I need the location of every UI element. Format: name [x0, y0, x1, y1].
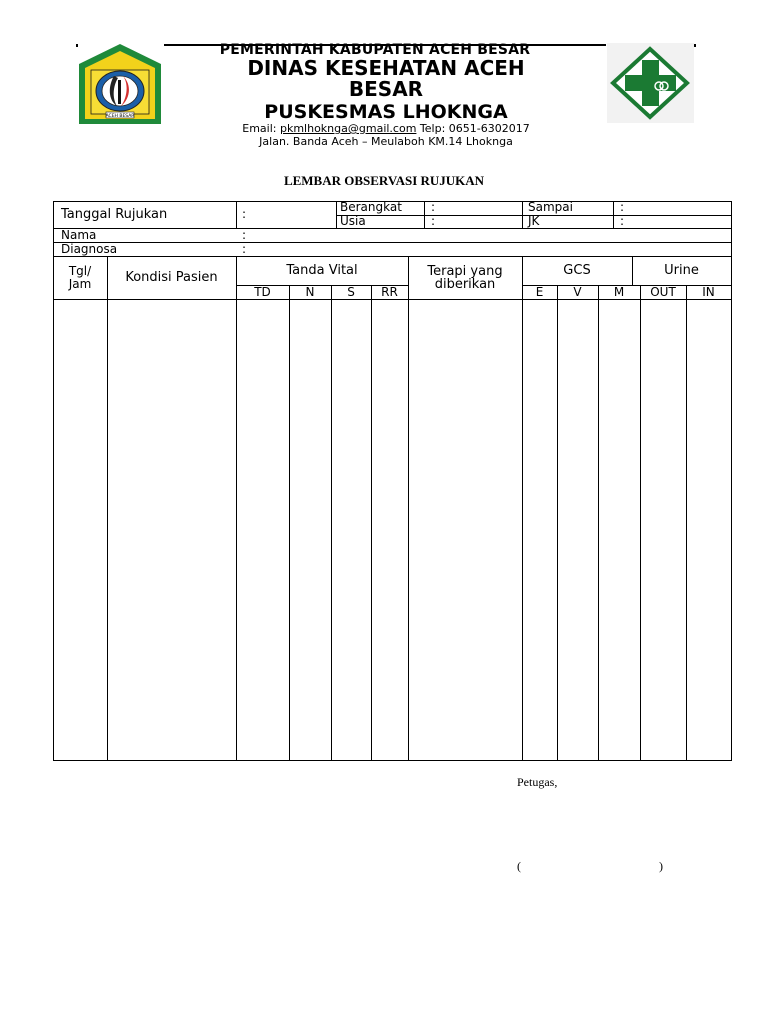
contact-line: [165, 122, 607, 135]
colon-diagnosa: :: [242, 242, 247, 256]
col-line-v: [598, 285, 599, 760]
government-name: PEMERINTAH KABUPATEN ACEH BESAR: [219, 42, 531, 58]
header-tanda-vital: Tanda Vital: [286, 263, 358, 278]
colon-jk: :: [620, 214, 625, 228]
puskesmas-cross-logo-icon: [607, 43, 694, 123]
label-nama: Nama: [61, 228, 97, 242]
header-terapi-line-1: Terapi yang: [427, 264, 503, 279]
header-terapi-line-2: diberikan: [434, 277, 496, 292]
row-line-tanggal: [53, 228, 732, 229]
col-line-info-1: [236, 201, 237, 228]
col-line-s: [371, 285, 372, 760]
colon-sampai: :: [620, 200, 625, 214]
col-line-n: [331, 285, 332, 760]
phone-text: Telp: 0651-6302017: [416, 122, 530, 135]
header-urine: Urine: [664, 263, 699, 278]
header-tgl: Tgl/: [68, 264, 92, 278]
col-line-kondisi: [236, 256, 237, 760]
department-line-1: DINAS KESEHATAN ACEH: [247, 56, 525, 80]
aceh-besar-emblem-icon: [77, 42, 163, 126]
label-usia: Usia: [340, 214, 366, 228]
department-name: [165, 58, 607, 100]
address-line: Jalan. Banda Aceh – Meulaboh KM.14 Lhoknga: [259, 135, 513, 148]
col-line-e: [557, 285, 558, 760]
colon-tanggal: :: [242, 207, 247, 221]
email-link[interactable]: pkmlhoknga@gmail.com: [279, 122, 417, 135]
header-terapi: [408, 265, 522, 291]
table-right-border: [731, 201, 732, 761]
col-line-out: [686, 285, 687, 760]
signature-open-paren: (: [517, 859, 521, 873]
label-sampai: Sampai: [528, 200, 573, 214]
colon-berangkat: :: [431, 200, 436, 214]
header-kondisi-pasien: Kondisi Pasien: [125, 270, 218, 285]
colon-usia: :: [431, 214, 436, 228]
col-line-rr: [408, 256, 409, 760]
col-line-td: [289, 285, 290, 760]
department-line-2: BESAR: [348, 77, 424, 101]
header-mark-right: [694, 44, 696, 47]
puskesmas-name: PUSKESMAS LHOKNGA: [264, 101, 508, 123]
col-line-tgl: [107, 256, 108, 760]
header-jam: Jam: [68, 277, 92, 291]
label-diagnosa: Diagnosa: [61, 242, 118, 256]
row-line-nama: [53, 242, 732, 243]
header-m: M: [613, 285, 625, 299]
label-tanggal-rujukan: Tanggal Rujukan: [61, 207, 168, 222]
header-td: TD: [254, 285, 271, 299]
header-s: S: [347, 285, 355, 299]
col-line-m: [640, 285, 641, 760]
label-berangkat: Berangkat: [340, 200, 402, 214]
header-in: IN: [702, 285, 715, 299]
header-n: N: [305, 285, 315, 299]
header-e: E: [535, 285, 544, 299]
header-gcs: GCS: [563, 263, 591, 278]
header-v: V: [573, 285, 582, 299]
col-line-terapi: [522, 256, 523, 760]
colon-nama: :: [242, 228, 247, 242]
signature-close-paren: ): [659, 859, 663, 873]
table-bottom-border: [53, 760, 732, 761]
col-line-info-3: [424, 201, 425, 228]
signature-label: Petugas,: [517, 775, 558, 789]
header-tgl-jam: [53, 265, 107, 291]
row-line-diagnosa: [53, 256, 732, 257]
header-rr: RR: [381, 285, 398, 299]
header-bottom-line: [53, 299, 732, 300]
header-out: OUT: [650, 285, 676, 299]
label-jk: JK: [528, 214, 540, 228]
email-label: Email:: [242, 122, 280, 135]
col-line-info-5: [613, 201, 614, 228]
col-line-info-2: [336, 201, 337, 228]
emblem-ribbon-text: ACEH BESAR: [105, 114, 135, 119]
form-title: LEMBAR OBSERVASI RUJUKAN: [283, 173, 485, 188]
col-line-info-4: [522, 201, 523, 228]
